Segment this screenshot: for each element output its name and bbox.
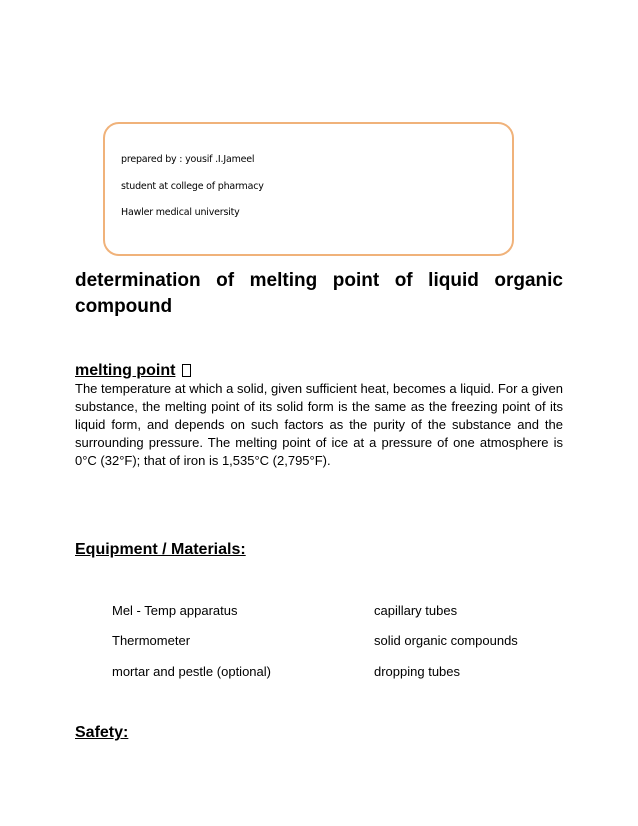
melting-point-heading-text: melting point bbox=[75, 362, 176, 379]
equipment-item: mortar and pestle (optional) bbox=[112, 664, 271, 679]
equipment-item: dropping tubes bbox=[374, 664, 461, 679]
university-line: Hawler medical university bbox=[121, 207, 240, 218]
document-title: determination of melting point of liquid organic compound bbox=[75, 270, 563, 317]
student-at-line: student at college of pharmacy bbox=[121, 181, 264, 192]
melting-point-heading bbox=[75, 362, 175, 380]
prepared-by-line: prepared by : yousif .I.Jameel bbox=[121, 154, 255, 165]
equipment-item: Mel - Temp apparatus bbox=[112, 603, 238, 618]
equipment-heading: Equipment / Materials: bbox=[75, 541, 246, 558]
equipment-item: Thermometer bbox=[112, 633, 191, 648]
safety-heading: Safety: bbox=[75, 724, 129, 741]
equipment-item: solid organic compounds bbox=[374, 633, 518, 648]
author-info-box bbox=[103, 122, 514, 256]
equipment-item: capillary tubes bbox=[374, 603, 458, 618]
missing-glyph-icon bbox=[182, 364, 191, 377]
melting-point-paragraph: The temperature at which a solid, given sufficient heat, becomes a liquid. For a given substance, the melting point of its solid form is the same as the freezing point of its liquid form, and depends on such factors as the purity of the substance and the surrounding pressure. The melting point of ice at a pressure of one atmosphere is 0°C (32°F); that of iron is 1,535°C (2,795°F). bbox=[75, 381, 563, 468]
